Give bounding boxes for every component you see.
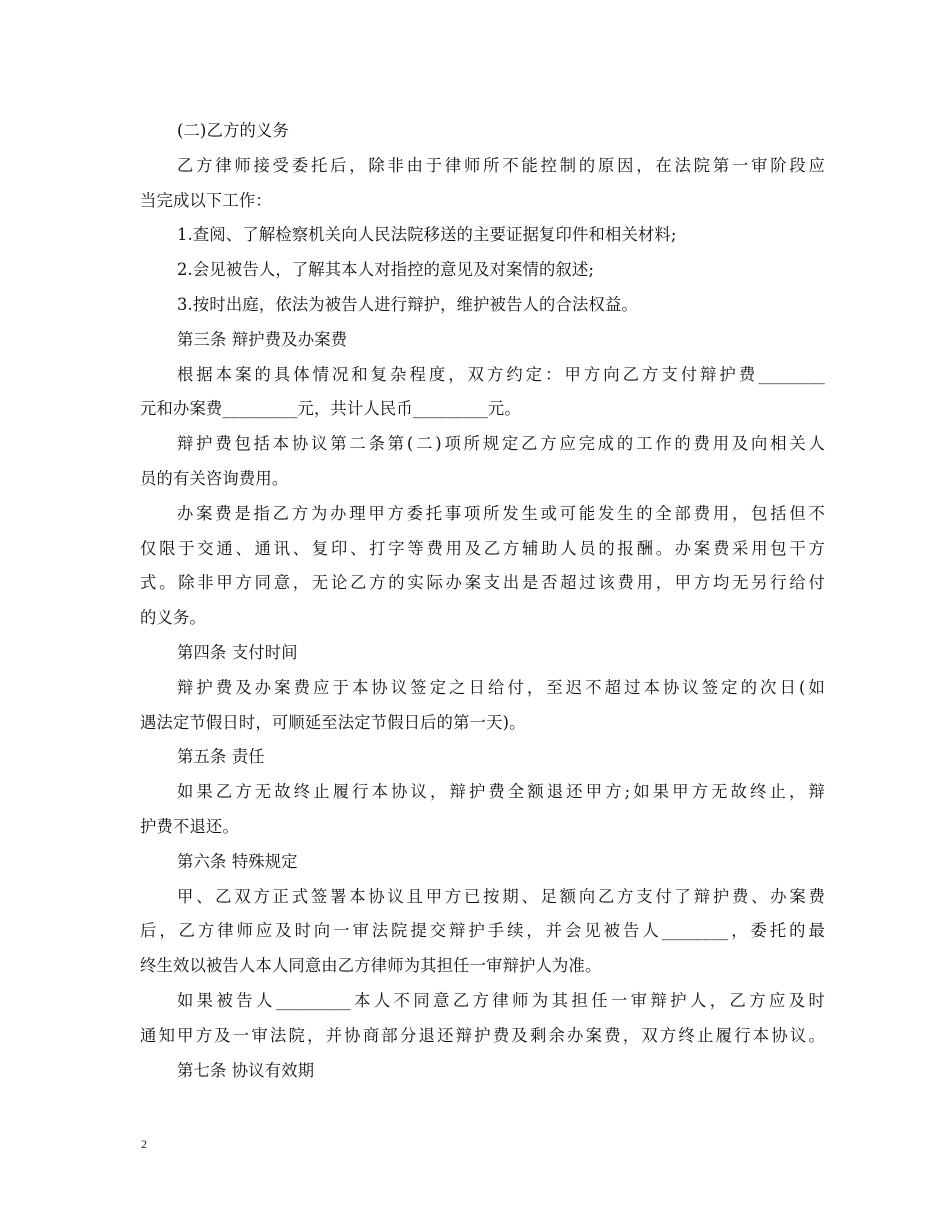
paragraph-line: 甲、乙双方正式签署本协议且甲方已按期、足额向乙方支付了辩护费、办案费 bbox=[177, 886, 825, 906]
paragraph-line: 仅限于交通、通讯、复印、打字等费用及乙方辅助人员的报酬。办案费采用包干方 bbox=[140, 538, 825, 558]
page-number: 2 bbox=[141, 1137, 147, 1151]
paragraph-line: 2.会见被告人，了解其本人对指控的意见及对案情的叙述; bbox=[177, 260, 595, 280]
paragraph-line: 式。除非甲方同意，无论乙方的实际办案支出是否超过该费用，甲方均无另行给付 bbox=[140, 573, 825, 593]
paragraph-line: 乙方律师接受委托后，除非由于律师所不能控制的原因，在法院第一审阶段应 bbox=[177, 155, 825, 175]
section-heading: 第三条 辩护费及办案费 bbox=[177, 329, 348, 349]
paragraph-line: 办案费是指乙方为办理甲方委托事项所发生或可能发生的全部费用，包括但不 bbox=[177, 503, 825, 523]
paragraph-line: 后，乙方律师应及时向一审法院提交辩护手续，并会见被告人________，委托的最 bbox=[140, 921, 825, 941]
paragraph-line: 当完成以下工作： bbox=[140, 190, 272, 210]
paragraph-line: 根据本案的具体情况和复杂程度，双方约定：甲方向乙方支付辩护费________ bbox=[177, 364, 825, 384]
section-heading: 第六条 特殊规定 bbox=[177, 851, 298, 871]
document-body bbox=[140, 117, 825, 1091]
paragraph-line: 如果乙方无故终止履行本协议，辩护费全额退还甲方;如果甲方无故终止，辩 bbox=[177, 782, 825, 802]
paragraph-line: 遇法定节假日时，可顺延至法定节假日后的第一天)。 bbox=[140, 712, 526, 732]
paragraph-line: 的义务。 bbox=[140, 608, 206, 628]
paragraph-line: 1.查阅、了解检察机关向人民法院移送的主要证据复印件和相关材料; bbox=[177, 225, 677, 245]
paragraph-line: 辩护费及办案费应于本协议签定之日给付，至迟不超过本协议签定的次日(如 bbox=[177, 677, 825, 697]
paragraph-line: 3.按时出庭，依法为被告人进行辩护，维护被告人的合法权益。 bbox=[177, 294, 638, 314]
paragraph-line: 如果被告人_________本人不同意乙方律师为其担任一审辩护人，乙方应及时 bbox=[177, 990, 825, 1010]
paragraph-line: 终生效以被告人本人同意由乙方律师为其担任一审辩护人为准。 bbox=[140, 956, 602, 976]
section-heading: 第四条 支付时间 bbox=[177, 642, 298, 662]
paragraph-line: 护费不退还。 bbox=[140, 816, 239, 836]
section-heading: 第五条 责任 bbox=[177, 747, 265, 767]
section-heading: (二)乙方的义务 bbox=[177, 121, 289, 140]
section-heading: 第七条 协议有效期 bbox=[177, 1060, 315, 1080]
paragraph-line: 元和办案费_________元，共计人民币_________元。 bbox=[140, 399, 521, 419]
paragraph-line: 通知甲方及一审法院，并协商部分退还辩护费及剩余办案费，双方终止履行本协议。 bbox=[140, 1025, 825, 1045]
paragraph-line: 员的有关咨询费用。 bbox=[140, 468, 289, 488]
paragraph-line: 辩护费包括本协议第二条第(二)项所规定乙方应完成的工作的费用及向相关人 bbox=[177, 434, 825, 454]
